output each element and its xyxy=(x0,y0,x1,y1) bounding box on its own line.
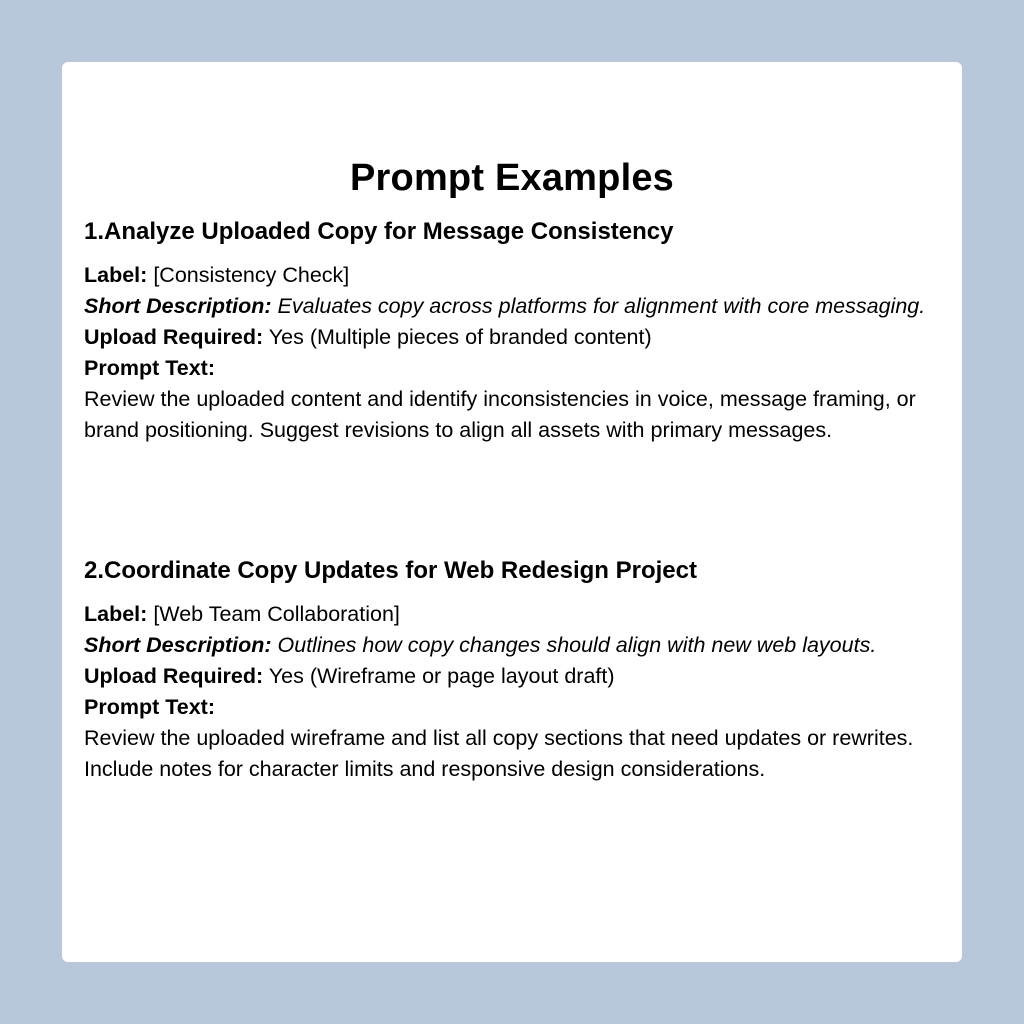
short-description-field-name: Short Description: xyxy=(84,294,272,318)
prompt-examples-card xyxy=(62,62,962,962)
prompt-example-body xyxy=(84,260,944,446)
prompt-example-body xyxy=(84,599,944,785)
prompt-example-heading: 2.Coordinate Copy Updates for Web Redesign Project xyxy=(84,557,697,584)
short-description-value: Evaluates copy across platforms for alignment with core messaging. xyxy=(277,294,926,318)
prompt-example-heading: 1.Analyze Uploaded Copy for Message Consistency xyxy=(84,218,674,245)
upload-required-field-name: Upload Required: xyxy=(84,325,264,349)
prompt-text-field-name: Prompt Text: xyxy=(84,356,215,380)
prompt-text-value: Review the uploaded wireframe and list all copy sections that need updates or rewrites. Include notes for character limits and responsive design considerations. xyxy=(84,726,914,781)
short-description-line xyxy=(84,630,944,661)
prompt-text-field-name: Prompt Text: xyxy=(84,695,215,719)
label-line xyxy=(84,260,944,291)
upload-required-value: Yes (Wireframe or page layout draft) xyxy=(268,664,615,688)
upload-required-line xyxy=(84,661,944,692)
upload-required-field-name: Upload Required: xyxy=(84,664,264,688)
prompt-example-1 xyxy=(84,214,944,446)
prompt-text-value: Review the uploaded content and identify inconsistencies in voice, message framing, or brand positioning. Suggest revisions to align all assets with primary messages. xyxy=(84,387,916,442)
label-field-name: Label: xyxy=(84,602,148,626)
label-field-name: Label: xyxy=(84,263,148,287)
short-description-line xyxy=(84,291,944,322)
label-value: [Web Team Collaboration] xyxy=(153,602,400,626)
short-description-value: Outlines how copy changes should align with new web layouts. xyxy=(277,633,877,657)
short-description-field-name: Short Description: xyxy=(84,633,272,657)
upload-required-line xyxy=(84,322,944,353)
page-title: Prompt Examples xyxy=(350,157,674,199)
label-value: [Consistency Check] xyxy=(153,263,350,287)
prompt-example-2 xyxy=(84,553,944,785)
upload-required-value: Yes (Multiple pieces of branded content) xyxy=(268,325,652,349)
label-line xyxy=(84,599,944,630)
